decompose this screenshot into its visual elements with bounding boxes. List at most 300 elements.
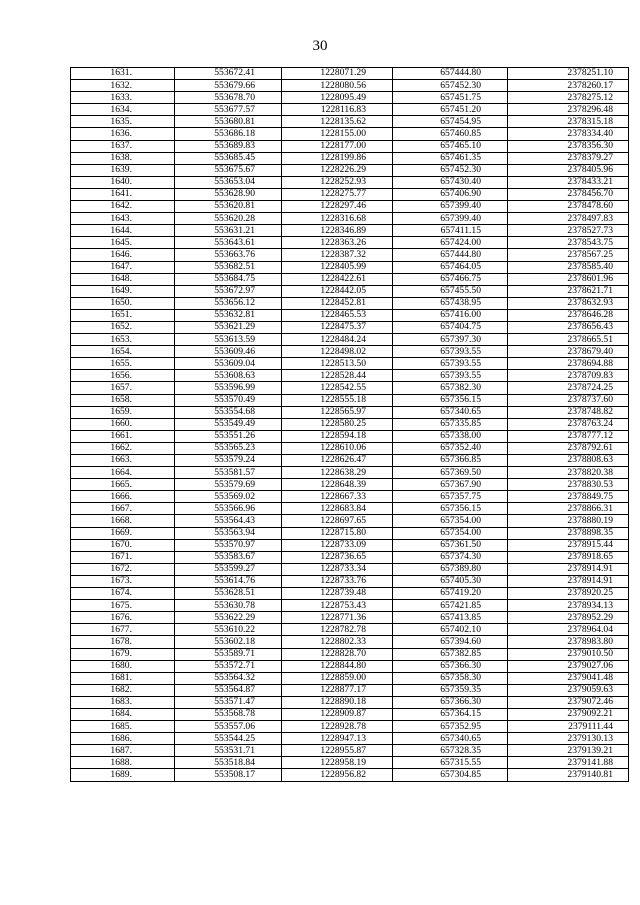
x-coordinate-cell: 553643.61 [175,237,282,249]
y2-coordinate-cell: 2378601.96 [508,273,629,285]
point-number-cell: 1638. [71,152,175,164]
y-coordinate-cell: 1228542.55 [282,382,393,394]
point-number-cell: 1634. [71,104,175,116]
x2-coordinate-cell: 657369.50 [393,467,508,479]
x2-coordinate-cell: 657356.15 [393,503,508,515]
table-row [71,455,629,467]
y-coordinate-cell: 1228095.49 [282,92,393,104]
table-row [71,188,629,200]
table-row [71,406,629,418]
table-row [71,213,629,225]
x2-coordinate-cell: 657413.85 [393,612,508,624]
y2-coordinate-cell: 2378709.83 [508,370,629,382]
y-coordinate-cell: 1228733.09 [282,539,393,551]
x2-coordinate-cell: 657452.30 [393,164,508,176]
point-number-cell: 1667. [71,503,175,515]
y-coordinate-cell: 1228528.44 [282,370,393,382]
y-coordinate-cell: 1228071.29 [282,68,393,80]
y2-coordinate-cell: 2378260.17 [508,80,629,92]
point-number-cell: 1645. [71,237,175,249]
y-coordinate-cell: 1228733.76 [282,575,393,587]
table-row [71,636,629,648]
table-row [71,588,629,600]
y-coordinate-cell: 1228715.80 [282,527,393,539]
y2-coordinate-cell: 2378952.29 [508,612,629,624]
x2-coordinate-cell: 657454.95 [393,116,508,128]
y2-coordinate-cell: 2378456.70 [508,188,629,200]
table-row [71,515,629,527]
x-coordinate-cell: 553564.87 [175,684,282,696]
table-row [71,733,629,745]
y2-coordinate-cell: 2378914.91 [508,563,629,575]
y-coordinate-cell: 1228252.93 [282,176,393,188]
y2-coordinate-cell: 2378356.30 [508,140,629,152]
x-coordinate-cell: 553672.41 [175,68,282,80]
x-coordinate-cell: 553602.18 [175,636,282,648]
point-number-cell: 1673. [71,575,175,587]
x2-coordinate-cell: 657352.40 [393,442,508,454]
point-number-cell: 1685. [71,721,175,733]
y-coordinate-cell: 1228890.18 [282,696,393,708]
x-coordinate-cell: 553564.43 [175,515,282,527]
x-coordinate-cell: 553675.67 [175,164,282,176]
table-row [71,140,629,152]
point-number-cell: 1639. [71,164,175,176]
y-coordinate-cell: 1228363.26 [282,237,393,249]
x2-coordinate-cell: 657354.00 [393,527,508,539]
y2-coordinate-cell: 2378315.18 [508,116,629,128]
y-coordinate-cell: 1228387.32 [282,249,393,261]
table-row [71,164,629,176]
table-row [71,672,629,684]
y2-coordinate-cell: 2379041.48 [508,672,629,684]
y-coordinate-cell: 1228513.50 [282,358,393,370]
y2-coordinate-cell: 2378567.25 [508,249,629,261]
y2-coordinate-cell: 2378665.51 [508,334,629,346]
x-coordinate-cell: 553563.94 [175,527,282,539]
y2-coordinate-cell: 2378632.93 [508,297,629,309]
x-coordinate-cell: 553682.51 [175,261,282,273]
point-number-cell: 1651. [71,309,175,321]
y2-coordinate-cell: 2378251.10 [508,68,629,80]
y2-coordinate-cell: 2378898.35 [508,527,629,539]
x-coordinate-cell: 553613.59 [175,334,282,346]
x2-coordinate-cell: 657421.85 [393,600,508,612]
table-row [71,261,629,273]
x-coordinate-cell: 553531.71 [175,745,282,757]
table-row [71,612,629,624]
y-coordinate-cell: 1228484.24 [282,334,393,346]
x2-coordinate-cell: 657430.40 [393,176,508,188]
y-coordinate-cell: 1228648.39 [282,479,393,491]
point-number-cell: 1659. [71,406,175,418]
point-number-cell: 1676. [71,612,175,624]
y2-coordinate-cell: 2378379.27 [508,152,629,164]
point-number-cell: 1642. [71,201,175,213]
table-row [71,370,629,382]
point-number-cell: 1631. [71,68,175,80]
x-coordinate-cell: 553572.71 [175,660,282,672]
x2-coordinate-cell: 657464.05 [393,261,508,273]
x-coordinate-cell: 553571.47 [175,696,282,708]
x-coordinate-cell: 553679.66 [175,80,282,92]
x2-coordinate-cell: 657367.90 [393,479,508,491]
table-row [71,745,629,757]
y-coordinate-cell: 1228771.36 [282,612,393,624]
x-coordinate-cell: 553518.84 [175,757,282,769]
x2-coordinate-cell: 657402.10 [393,624,508,636]
x2-coordinate-cell: 657340.65 [393,406,508,418]
point-number-cell: 1644. [71,225,175,237]
y-coordinate-cell: 1228116.83 [282,104,393,116]
x2-coordinate-cell: 657416.00 [393,309,508,321]
coordinates-table-body [71,68,629,782]
table-row [71,321,629,333]
table-row [71,80,629,92]
y2-coordinate-cell: 2378792.61 [508,442,629,454]
table-row [71,176,629,188]
y2-coordinate-cell: 2378724.25 [508,382,629,394]
y-coordinate-cell: 1228626.47 [282,455,393,467]
x-coordinate-cell: 553564.32 [175,672,282,684]
x2-coordinate-cell: 657399.40 [393,213,508,225]
table-row [71,128,629,140]
point-number-cell: 1680. [71,660,175,672]
x2-coordinate-cell: 657466.75 [393,273,508,285]
table-row [71,201,629,213]
point-number-cell: 1684. [71,708,175,720]
y2-coordinate-cell: 2378646.28 [508,309,629,321]
y-coordinate-cell: 1228405.99 [282,261,393,273]
x2-coordinate-cell: 657359.35 [393,684,508,696]
y-coordinate-cell: 1228782.78 [282,624,393,636]
point-number-cell: 1664. [71,467,175,479]
point-number-cell: 1670. [71,539,175,551]
y2-coordinate-cell: 2378694.88 [508,358,629,370]
x-coordinate-cell: 553678.70 [175,92,282,104]
table-row [71,503,629,515]
y-coordinate-cell: 1228739.48 [282,588,393,600]
y2-coordinate-cell: 2378830.53 [508,479,629,491]
x-coordinate-cell: 553621.29 [175,321,282,333]
x2-coordinate-cell: 657405.30 [393,575,508,587]
y2-coordinate-cell: 2378849.75 [508,491,629,503]
y-coordinate-cell: 1228736.65 [282,551,393,563]
x-coordinate-cell: 553684.75 [175,273,282,285]
x2-coordinate-cell: 657465.10 [393,140,508,152]
point-number-cell: 1648. [71,273,175,285]
point-number-cell: 1661. [71,430,175,442]
point-number-cell: 1679. [71,648,175,660]
point-number-cell: 1647. [71,261,175,273]
table-row [71,769,629,781]
point-number-cell: 1686. [71,733,175,745]
y2-coordinate-cell: 2379139.21 [508,745,629,757]
x2-coordinate-cell: 657364.15 [393,708,508,720]
point-number-cell: 1636. [71,128,175,140]
point-number-cell: 1677. [71,624,175,636]
x2-coordinate-cell: 657366.30 [393,660,508,672]
table-row [71,757,629,769]
y-coordinate-cell: 1228947.13 [282,733,393,745]
x2-coordinate-cell: 657461.35 [393,152,508,164]
table-row [71,152,629,164]
y2-coordinate-cell: 2378656.43 [508,321,629,333]
x2-coordinate-cell: 657356.15 [393,394,508,406]
y-coordinate-cell: 1228452.81 [282,297,393,309]
table-row [71,358,629,370]
x-coordinate-cell: 553565.23 [175,442,282,454]
point-number-cell: 1674. [71,588,175,600]
x2-coordinate-cell: 657444.80 [393,249,508,261]
x-coordinate-cell: 553609.46 [175,346,282,358]
y2-coordinate-cell: 2378296.48 [508,104,629,116]
x2-coordinate-cell: 657354.00 [393,515,508,527]
y-coordinate-cell: 1228638.29 [282,467,393,479]
x2-coordinate-cell: 657340.65 [393,733,508,745]
table-row [71,624,629,636]
y2-coordinate-cell: 2378275.12 [508,92,629,104]
x2-coordinate-cell: 657406.90 [393,188,508,200]
x-coordinate-cell: 553686.18 [175,128,282,140]
point-number-cell: 1672. [71,563,175,575]
table-row [71,600,629,612]
point-number-cell: 1683. [71,696,175,708]
point-number-cell: 1658. [71,394,175,406]
table-row [71,479,629,491]
y2-coordinate-cell: 2379072.46 [508,696,629,708]
x2-coordinate-cell: 657338.00 [393,430,508,442]
point-number-cell: 1675. [71,600,175,612]
y2-coordinate-cell: 2378433.21 [508,176,629,188]
point-number-cell: 1687. [71,745,175,757]
table-row [71,539,629,551]
point-number-cell: 1663. [71,455,175,467]
point-number-cell: 1653. [71,334,175,346]
y-coordinate-cell: 1228422.61 [282,273,393,285]
y2-coordinate-cell: 2378915.44 [508,539,629,551]
y-coordinate-cell: 1228844.80 [282,660,393,672]
table-row [71,249,629,261]
x2-coordinate-cell: 657451.20 [393,104,508,116]
y2-coordinate-cell: 2379092.21 [508,708,629,720]
x-coordinate-cell: 553549.49 [175,418,282,430]
y-coordinate-cell: 1228475.37 [282,321,393,333]
x2-coordinate-cell: 657374.30 [393,551,508,563]
y2-coordinate-cell: 2378478.60 [508,201,629,213]
point-number-cell: 1646. [71,249,175,261]
y-coordinate-cell: 1228909.87 [282,708,393,720]
point-number-cell: 1633. [71,92,175,104]
point-number-cell: 1650. [71,297,175,309]
y2-coordinate-cell: 2379140.81 [508,769,629,781]
x2-coordinate-cell: 657460.85 [393,128,508,140]
table-row [71,648,629,660]
x2-coordinate-cell: 657382.30 [393,382,508,394]
table-row [71,104,629,116]
x2-coordinate-cell: 657451.75 [393,92,508,104]
x-coordinate-cell: 553631.21 [175,225,282,237]
table-row [71,491,629,503]
y2-coordinate-cell: 2378543.75 [508,237,629,249]
x-coordinate-cell: 553581.57 [175,467,282,479]
y-coordinate-cell: 1228733.34 [282,563,393,575]
x-coordinate-cell: 553557.06 [175,721,282,733]
table-row [71,430,629,442]
table-row [71,527,629,539]
x2-coordinate-cell: 657424.00 [393,237,508,249]
point-number-cell: 1682. [71,684,175,696]
y-coordinate-cell: 1228877.17 [282,684,393,696]
x-coordinate-cell: 553653.04 [175,176,282,188]
y-coordinate-cell: 1228610.06 [282,442,393,454]
point-number-cell: 1666. [71,491,175,503]
table-row [71,467,629,479]
point-number-cell: 1655. [71,358,175,370]
x-coordinate-cell: 553672.97 [175,285,282,297]
y2-coordinate-cell: 2379130.13 [508,733,629,745]
y-coordinate-cell: 1228955.87 [282,745,393,757]
x-coordinate-cell: 553632.81 [175,309,282,321]
x-coordinate-cell: 553620.81 [175,201,282,213]
y-coordinate-cell: 1228177.00 [282,140,393,152]
x-coordinate-cell: 553628.90 [175,188,282,200]
table-row [71,394,629,406]
x2-coordinate-cell: 657366.85 [393,455,508,467]
x-coordinate-cell: 553677.57 [175,104,282,116]
y-coordinate-cell: 1228958.19 [282,757,393,769]
y2-coordinate-cell: 2379111.44 [508,721,629,733]
y2-coordinate-cell: 2378880.19 [508,515,629,527]
y-coordinate-cell: 1228802.33 [282,636,393,648]
y-coordinate-cell: 1228859.00 [282,672,393,684]
table-row [71,708,629,720]
table-row [71,116,629,128]
y2-coordinate-cell: 2379141.88 [508,757,629,769]
x2-coordinate-cell: 657455.50 [393,285,508,297]
point-number-cell: 1660. [71,418,175,430]
point-number-cell: 1652. [71,321,175,333]
table-row [71,309,629,321]
x2-coordinate-cell: 657352.95 [393,721,508,733]
x-coordinate-cell: 553508.17 [175,769,282,781]
x-coordinate-cell: 553609.04 [175,358,282,370]
x-coordinate-cell: 553622.29 [175,612,282,624]
x2-coordinate-cell: 657438.95 [393,297,508,309]
x-coordinate-cell: 553570.49 [175,394,282,406]
x2-coordinate-cell: 657357.75 [393,491,508,503]
x-coordinate-cell: 553589.71 [175,648,282,660]
y-coordinate-cell: 1228199.86 [282,152,393,164]
page-number: 30 [312,38,328,54]
y2-coordinate-cell: 2378737.60 [508,394,629,406]
y2-coordinate-cell: 2378497.83 [508,213,629,225]
x-coordinate-cell: 553614.76 [175,575,282,587]
point-number-cell: 1671. [71,551,175,563]
x-coordinate-cell: 553551.26 [175,430,282,442]
y-coordinate-cell: 1228753.43 [282,600,393,612]
table-row [71,237,629,249]
y2-coordinate-cell: 2378808.63 [508,455,629,467]
x2-coordinate-cell: 657315.55 [393,757,508,769]
table-row [71,225,629,237]
table-row [71,696,629,708]
table-row [71,563,629,575]
table-row [71,551,629,563]
x-coordinate-cell: 553628.51 [175,588,282,600]
y2-coordinate-cell: 2378405.96 [508,164,629,176]
point-number-cell: 1643. [71,213,175,225]
y-coordinate-cell: 1228465.53 [282,309,393,321]
x-coordinate-cell: 553579.24 [175,455,282,467]
x-coordinate-cell: 553599.27 [175,563,282,575]
y2-coordinate-cell: 2378866.31 [508,503,629,515]
x-coordinate-cell: 553566.96 [175,503,282,515]
y-coordinate-cell: 1228297.46 [282,201,393,213]
y-coordinate-cell: 1228155.00 [282,128,393,140]
table-row [71,285,629,297]
y2-coordinate-cell: 2378920.25 [508,588,629,600]
x2-coordinate-cell: 657382.85 [393,648,508,660]
y2-coordinate-cell: 2378585.40 [508,261,629,273]
table-row [71,660,629,672]
x-coordinate-cell: 553680.81 [175,116,282,128]
point-number-cell: 1678. [71,636,175,648]
y-coordinate-cell: 1228135.62 [282,116,393,128]
point-number-cell: 1656. [71,370,175,382]
x2-coordinate-cell: 657361.50 [393,539,508,551]
y-coordinate-cell: 1228498.02 [282,346,393,358]
x2-coordinate-cell: 657335.85 [393,418,508,430]
table-row [71,684,629,696]
y2-coordinate-cell: 2378934.13 [508,600,629,612]
y-coordinate-cell: 1228683.84 [282,503,393,515]
x-coordinate-cell: 553656.12 [175,297,282,309]
x-coordinate-cell: 553610.22 [175,624,282,636]
x2-coordinate-cell: 657328.35 [393,745,508,757]
x-coordinate-cell: 553630.78 [175,600,282,612]
x-coordinate-cell: 553689.83 [175,140,282,152]
y-coordinate-cell: 1228080.56 [282,80,393,92]
table-row [71,68,629,80]
y2-coordinate-cell: 2378820.38 [508,467,629,479]
table-row [71,346,629,358]
point-number-cell: 1669. [71,527,175,539]
y2-coordinate-cell: 2379010.50 [508,648,629,660]
table-row [71,382,629,394]
x2-coordinate-cell: 657397.30 [393,334,508,346]
y-coordinate-cell: 1228555.18 [282,394,393,406]
point-number-cell: 1665. [71,479,175,491]
x-coordinate-cell: 553579.69 [175,479,282,491]
y2-coordinate-cell: 2378914.91 [508,575,629,587]
y-coordinate-cell: 1228316.68 [282,213,393,225]
table-row [71,334,629,346]
x-coordinate-cell: 553596.99 [175,382,282,394]
y-coordinate-cell: 1228697.65 [282,515,393,527]
x-coordinate-cell: 553685.45 [175,152,282,164]
x2-coordinate-cell: 657452.30 [393,80,508,92]
x-coordinate-cell: 553583.67 [175,551,282,563]
y2-coordinate-cell: 2378748.82 [508,406,629,418]
y2-coordinate-cell: 2378777.12 [508,430,629,442]
y2-coordinate-cell: 2378334.40 [508,128,629,140]
y-coordinate-cell: 1228442.05 [282,285,393,297]
point-number-cell: 1657. [71,382,175,394]
x2-coordinate-cell: 657411.15 [393,225,508,237]
x2-coordinate-cell: 657404.75 [393,321,508,333]
x2-coordinate-cell: 657304.85 [393,769,508,781]
